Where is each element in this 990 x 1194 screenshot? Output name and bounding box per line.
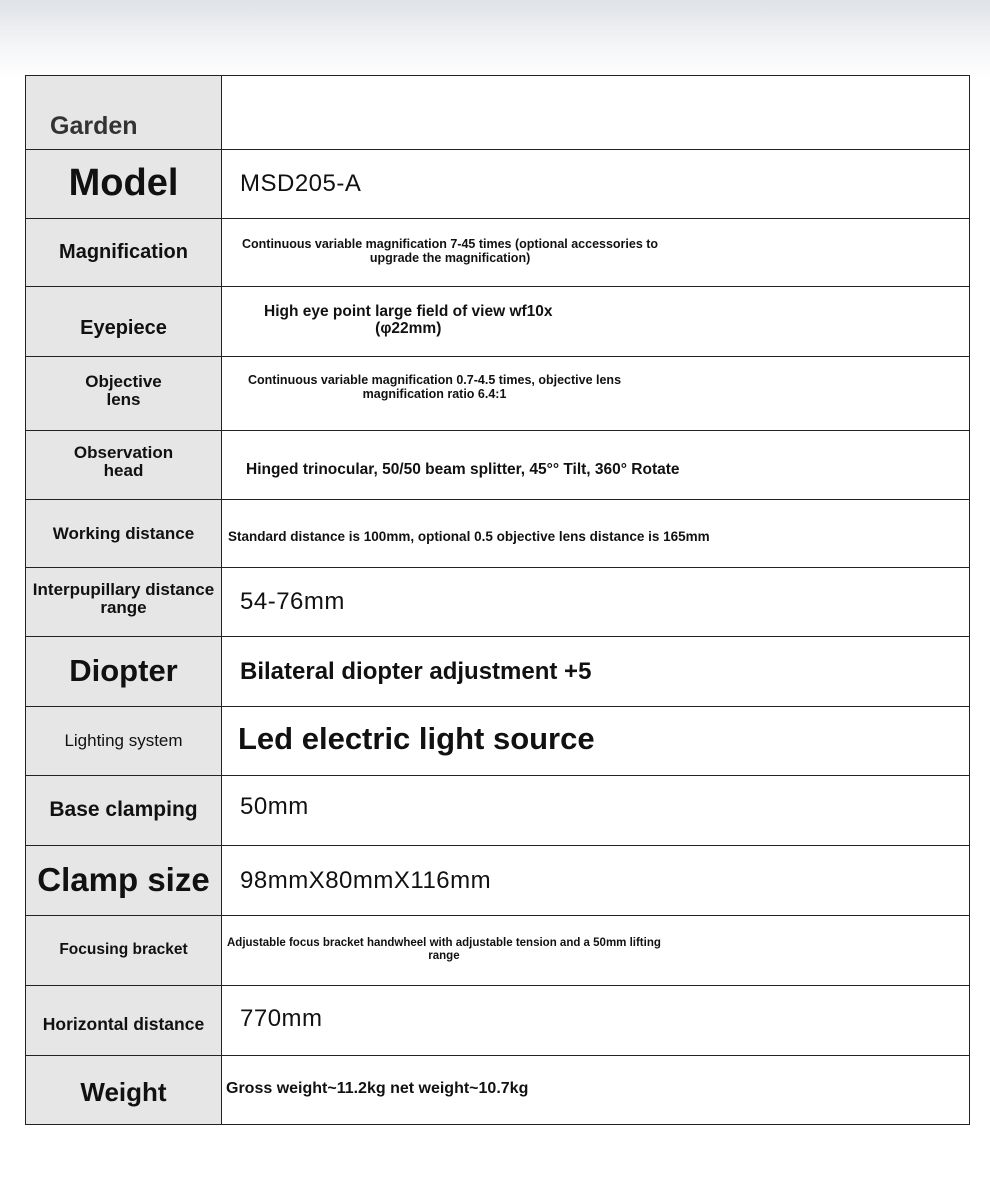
- clamp-size-value-cell: [222, 846, 970, 916]
- observation-head-value: Hinged trinocular, 50/50 beam splitter, 45°° Tilt, 360° Rotate: [246, 461, 680, 478]
- focusing-bracket-value-line-2: range: [428, 949, 460, 962]
- spec-row-header: [26, 76, 970, 150]
- spec-row-objective-lens: [26, 357, 970, 431]
- spec-row-base-clamping: [26, 776, 970, 846]
- interpupillary-label-cell: [26, 568, 222, 637]
- working-distance-label: Working distance: [26, 500, 222, 568]
- observation-head-label-line-1: Observation: [73, 443, 174, 463]
- objective-lens-value-cell: [222, 357, 970, 431]
- header-label-cell: [26, 76, 222, 150]
- horizontal-distance-value-cell: [222, 986, 970, 1056]
- eyepiece-value-line-1: High eye point large field of view wf10x: [264, 303, 553, 320]
- clamp-size-label: Clamp size: [26, 846, 222, 916]
- horizontal-distance-label: Horizontal distance: [26, 986, 222, 1056]
- interpupillary-label-line-2: range: [100, 598, 147, 617]
- spec-row-horizontal-distance: [26, 986, 970, 1056]
- working-distance-value: Standard distance is 100mm, optional 0.5 objective lens distance is 165mm: [228, 529, 710, 544]
- spec-row-lighting-system: [26, 707, 970, 776]
- base-clamping-value-cell: [222, 776, 970, 846]
- focusing-bracket-value-line-1: Adjustable focus bracket handwheel with adjustable tension and a 50mm lifting: [227, 937, 661, 949]
- spec-row-working-distance: [26, 500, 970, 568]
- spec-table: [25, 75, 970, 1125]
- magnification-value-line-1: Continuous variable magnification 7-45 times (optional accessories to: [242, 237, 659, 252]
- lighting-system-value: Led electric light source: [238, 721, 595, 756]
- clamp-size-value: 98mmX80mmX116mm: [240, 866, 492, 894]
- eyepiece-label: Eyepiece: [26, 287, 222, 357]
- model-value: MSD205-A: [240, 170, 362, 197]
- working-distance-value-cell: [222, 500, 970, 568]
- model-value-cell: [222, 150, 970, 219]
- weight-value: Gross weight~11.2kg net weight~10.7kg: [226, 1080, 529, 1097]
- focusing-bracket-label: Focusing bracket: [26, 916, 222, 986]
- weight-label: Weight: [26, 1056, 222, 1125]
- base-clamping-label: Base clamping: [26, 776, 222, 846]
- observation-head-label-line-2: head: [103, 461, 144, 480]
- diopter-label: Diopter: [26, 637, 222, 707]
- spec-row-observation-head: [26, 431, 970, 500]
- spec-row-clamp-size: [26, 846, 970, 916]
- horizontal-distance-value: 770mm: [240, 1004, 323, 1032]
- magnification-value-line-2: upgrade the magnification): [369, 250, 531, 265]
- observation-head-label-cell: [26, 431, 222, 500]
- magnification-value-cell: [222, 219, 970, 287]
- objective-lens-label-line-2: lens: [106, 389, 141, 409]
- lighting-system-label: Lighting system: [26, 707, 222, 776]
- objective-lens-value-line-1: Continuous variable magnification 0.7-4.5 times, objective lens: [248, 373, 622, 388]
- spec-row-magnification: [26, 219, 970, 287]
- spec-row-eyepiece: [26, 287, 970, 357]
- eyepiece-value-cell: [222, 287, 970, 357]
- focusing-bracket-value-cell: [222, 916, 970, 986]
- header-value-cell: [222, 76, 970, 150]
- header-label: Garden: [50, 111, 138, 140]
- diopter-value-cell: [222, 637, 970, 707]
- spec-row-model: [26, 150, 970, 219]
- objective-lens-label-cell: [26, 357, 222, 431]
- diopter-value: Bilateral diopter adjustment +5: [240, 657, 592, 685]
- spec-row-focusing-bracket: [26, 916, 970, 986]
- model-label: Model: [26, 150, 222, 219]
- spec-row-interpupillary: [26, 568, 970, 637]
- spec-row-weight: [26, 1056, 970, 1125]
- interpupillary-value-cell: [222, 568, 970, 637]
- eyepiece-value-line-2: (φ22mm): [375, 320, 442, 338]
- lighting-system-value-cell: [222, 707, 970, 776]
- base-clamping-value: 50mm: [240, 792, 309, 820]
- weight-value-cell: [222, 1056, 970, 1125]
- spec-row-diopter: [26, 637, 970, 707]
- interpupillary-value: 54-76mm: [240, 588, 345, 615]
- objective-lens-value-line-2: magnification ratio 6.4:1: [362, 386, 507, 401]
- magnification-label: Magnification: [26, 219, 222, 287]
- observation-head-value-cell: [222, 431, 970, 500]
- objective-lens-label-line-1: Objective: [85, 371, 162, 391]
- interpupillary-label-line-1: Interpupillary distance: [32, 580, 215, 600]
